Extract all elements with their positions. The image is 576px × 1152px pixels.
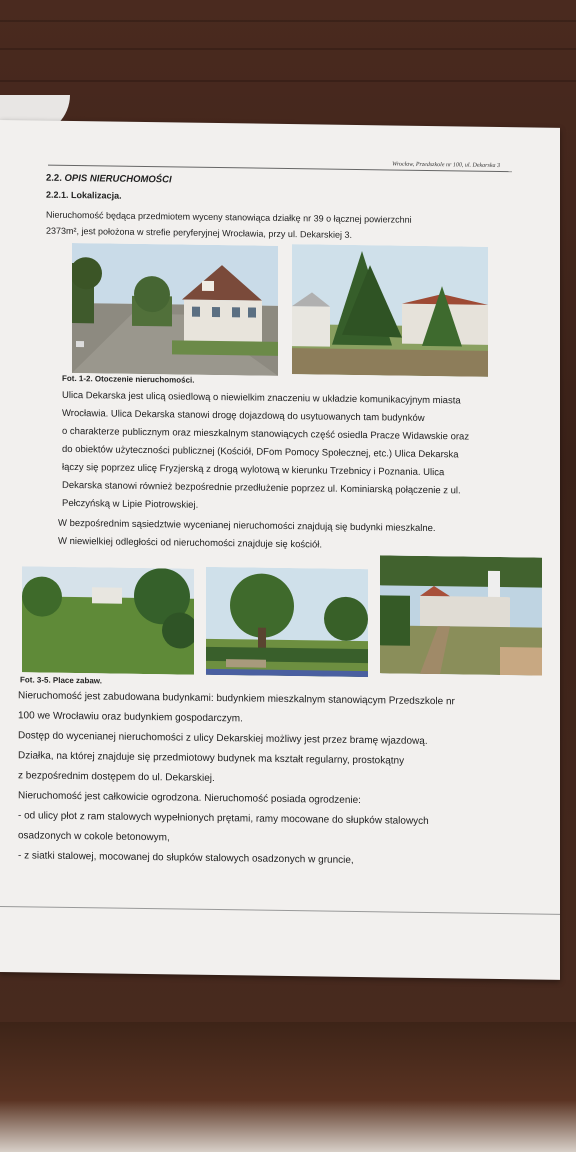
- text-line: z bezpośrednim dostępem do ul. Dekarskiej.: [18, 770, 215, 784]
- text-line: Pełczyńską w Lipie Piotrowskiej.: [62, 497, 199, 511]
- text-line: Działka, na której znajduje się przedmiotowy budynek ma kształt regularny, prostokątny: [18, 750, 405, 767]
- subsection-heading: [46, 190, 122, 201]
- photo-street: [72, 243, 278, 376]
- section-number: 2.2.: [46, 172, 62, 184]
- text-line: Nieruchomość jest całkowicie ogrodzona. Nieruchomość posiada ogrodzenie:: [18, 790, 361, 807]
- text-line: Nieruchomość będąca przedmiotem wyceny stanowiąca działkę nr 39 o łącznej powierzchni: [46, 209, 412, 225]
- page-header: Wrocław, Przedszkole nr 100, ul. Dekarska 3: [392, 161, 500, 169]
- text-line: Nieruchomość jest zabudowana budynkami: budynkiem mieszkalnym stanowiącym Przedszkole nr: [18, 690, 455, 708]
- paragraph-street: [62, 387, 542, 520]
- text-line: do obiektów użyteczności publicznej (Kościół, DFom Pomocy Społecznej, etc.) Ulica Dekarska: [62, 443, 459, 461]
- text-line: Dostęp do wycenianej nieruchomości z ulicy Dekarskiej możliwy jest przez bramę wjazdową.: [18, 730, 428, 747]
- photo-trees: [292, 244, 488, 377]
- section-title: OPIS NIERUCHOMOŚCI: [64, 172, 172, 186]
- floor-background: [0, 1022, 576, 1152]
- text-line: 2373m², jest położona w strefie peryferyjnej Wrocławia, przy ul. Dekarskiej 3.: [46, 225, 352, 240]
- subsection-number: 2.2.1.: [46, 189, 69, 200]
- text-line: Dekarska stanowi również bezpośrednie przedłużenie poprzez ul. Kominiarską połączenie z ul.: [62, 479, 461, 497]
- photo-playground-3: [380, 555, 542, 675]
- paragraph-neighbourhood: [58, 515, 548, 558]
- wood-grain: [0, 20, 576, 22]
- wood-grain: [0, 80, 576, 82]
- text-line: W niewielkiej odległości od nieruchomości znajduje się kościół.: [58, 535, 323, 551]
- text-line: łączy się poprzez ulicę Fryzjerską z drogą wylotową w kierunku Trzebnicy i Poznania. Ulica: [62, 461, 445, 479]
- intro-paragraph: [46, 207, 516, 246]
- text-line: Ulica Dekarska jest ulicą osiedlową o niewielkim znaczeniu w układzie komunikacyjnym miasta: [62, 389, 461, 407]
- document-page: [0, 120, 560, 980]
- text-line: W bezpośrednim sąsiedztwie wycenianej nieruchomości znajdują się budynki mieszkalne.: [58, 517, 436, 535]
- photo-caption-1: Fot. 1-2. Otoczenie nieruchomości.: [62, 373, 195, 385]
- subsection-title: Lokalizacja.: [71, 189, 122, 201]
- text-line: - od ulicy płot z ram stalowych wypełnionych prętami, ramy mocowane do słupków stalowych: [18, 810, 429, 827]
- text-line: 100 we Wrocławiu oraz budynkiem gospodarczym.: [18, 710, 243, 725]
- section-heading: [46, 173, 172, 186]
- text-line: Wrocławia. Ulica Dekarska stanowi drogę dojazdową do usytuowanych tam budynków: [62, 407, 425, 424]
- photo-playground-1: [22, 566, 194, 674]
- page-divider: [0, 906, 560, 915]
- text-line: osadzonych w cokole betonowym,: [18, 830, 170, 844]
- photo-playground-2: [206, 567, 368, 677]
- photo-caption-2: Fot. 3-5. Place zabaw.: [20, 675, 102, 686]
- text-line: - z siatki stalowej, mocowanej do słupków stalowych osadzonych w gruncie,: [18, 850, 354, 866]
- paragraph-property: [18, 686, 576, 874]
- text-line: o charakterze publicznym oraz mieszkalnym stanowiących część osiedla Pracze Widawskie oraz: [62, 425, 470, 443]
- wood-grain: [0, 48, 576, 50]
